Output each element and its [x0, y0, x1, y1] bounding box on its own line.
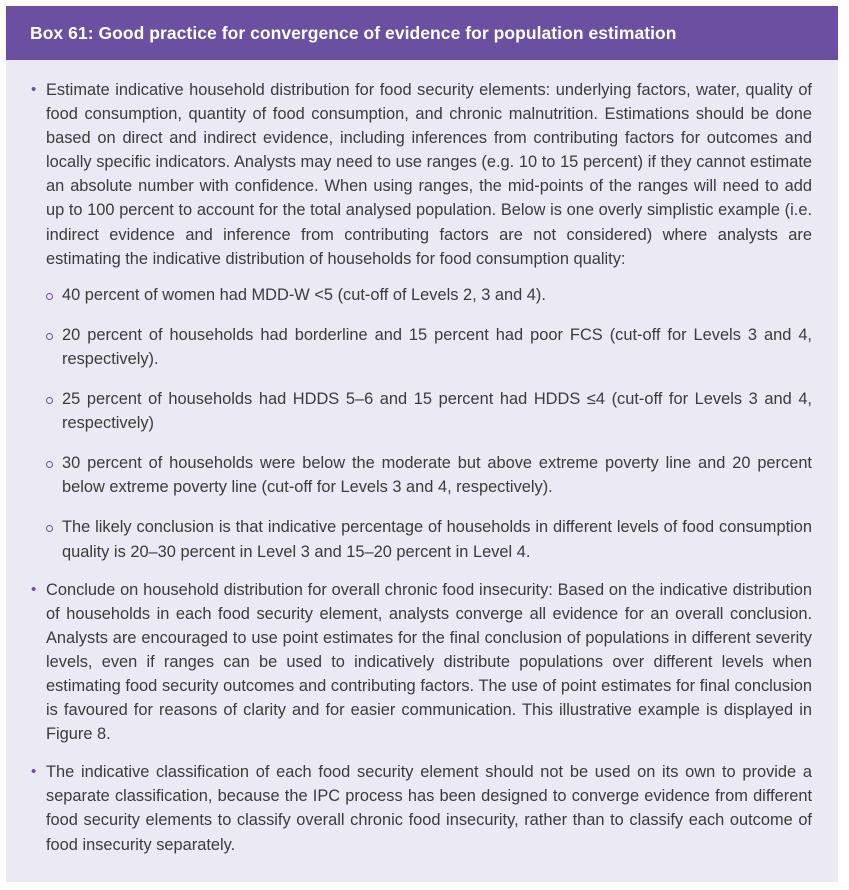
bullet-list	[32, 78, 812, 857]
sub-bullet-item: 20 percent of households had borderline and 15 percent had poor FCS (cut-off for Levels 3 and 4, respectively).	[46, 323, 812, 371]
sub-bullet-item: 40 percent of women had MDD-W <5 (cut-off of Levels 2, 3 and 4).	[46, 283, 812, 307]
box-body	[6, 60, 838, 857]
sub-bullet-item: 25 percent of households had HDDS 5–6 and 15 percent had HDDS ≤4 (cut-off for Levels 3 and 4, respectively)	[46, 387, 812, 435]
bullet-text: The indicative classification of each food security element should not be used on its own to provide a separate classification, because the IPC process has been designed to converge evidence from different food security elements to classify overall chronic food insecurity, rather than to classify each outcome of food insecurity separately.	[46, 763, 812, 854]
bullet-item	[32, 578, 812, 747]
sub-bullet-item: 30 percent of households were below the moderate but above extreme poverty line and 20 percent below extreme poverty line (cut-off for Levels 3 and 4, respectively).	[46, 451, 812, 499]
sub-bullet-item: The likely conclusion is that indicative percentage of households in different levels of food consumption quality is 20–30 percent in Level 3 and 15–20 percent in Level 4.	[46, 515, 812, 563]
text-box	[6, 6, 838, 882]
box-header	[6, 6, 838, 60]
bullet-item	[32, 760, 812, 856]
bullet-text: Estimate indicative household distribution for food security elements: underlying factors, water, quality of food consumption, quantity of food consumption, and chronic malnutrition. Estimations should be done based on direct and indirect evidence, including inferences from contributing factors for outcomes and locally specific indicators. Analysts may need to use ranges (e.g. 10 to 15 percent) if they cannot estimate an absolute number with confidence. When using ranges, the mid-points of the ranges will need to add up to 100 percent to account for the total analysed population. Below is one overly simplistic example (i.e. indirect evidence and inference from contributing factors are not considered) where analysts are estimating the indicative distribution of households for food consumption quality:	[46, 81, 812, 268]
box-title: Box 61: Good practice for convergence of evidence for population estimation	[30, 22, 677, 43]
bullet-item	[32, 78, 812, 564]
bullet-text: Conclude on household distribution for overall chronic food insecurity: Based on the indicative distribution of households in each food security element, analysts converge all evidence for an overall conclusion. Analysts are encouraged to use point estimates for the final conclusion of populations in different severity levels, even if ranges can be used to indicatively distribute populations over different levels when estimating food security outcomes and contributing factors. The use of point estimates for final conclusion is favoured for reasons of clarity and for easier communication. This illustrative example is displayed in Figure 8.	[46, 580, 812, 744]
sub-bullet-list	[46, 283, 812, 564]
